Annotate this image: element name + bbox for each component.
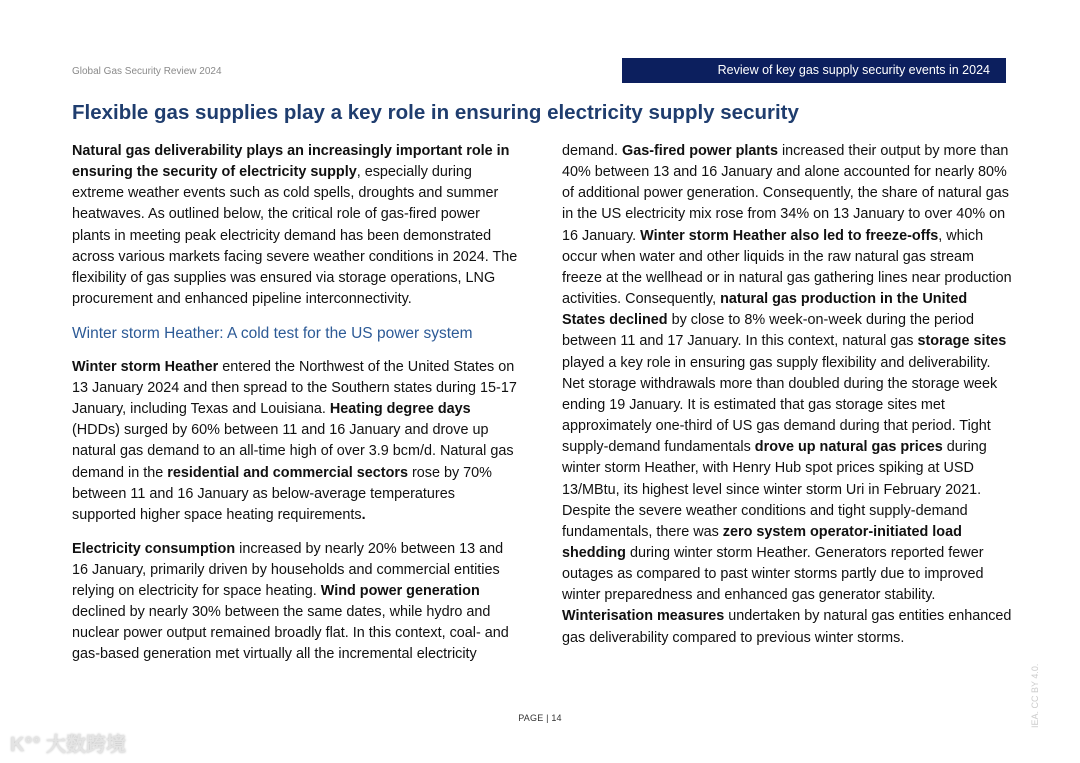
bold-text-run: Wind power generation [320,582,480,599]
license-note: IEA. CC BY 4.0. [1030,663,1040,728]
text-run: (HDDs) surged by 60% between 11 and 16 January and drove up natural gas demand to an all-time high of over 3.9 bcm/d. Natural gas demand in the [72,422,514,481]
text-run: during winter storm Heather, with Henry Hub spot prices spiking at USD 13/MBtu, its highest level since winter storm Uri in February 2021. Despite the severe weather conditions and tight supply-demand fundamentals, there was [562,439,987,540]
bold-text-run: Winterisation measures [562,608,725,625]
bold-text-run: . [361,506,366,523]
report-title: Global Gas Security Review 2024 [72,66,222,77]
storm-paragraph [72,357,520,526]
intro-paragraph [72,141,520,310]
text-run: rose by 70% between 11 and 16 January as below-average temperatures supported higher space heating requirements [72,464,492,523]
text-run: played a key role in ensuring gas supply flexibility and deliverability. Net storage withdrawals more than doubled during the storage week ending 19 January. It is estimated that gas storage sites met approximately one-third of US gas demand during that period. Tight supply-demand fundamentals [562,354,998,456]
text-run: , which occur when water and other liquids in the raw natural gas stream freeze at the wellhead or in natural gas gathering lines near production activities. Consequently, [562,227,1012,308]
bold-text-run: Heating degree days [329,401,471,418]
bold-text-run: zero system operator-initiated load shedding [562,523,962,561]
electricity-paragraph [72,539,520,666]
text-run: increased their output by more than 40% between 13 and 16 January and alone accounted for nearly 80% of additional power generation. Consequently, the share of natural gas in the US electricity mix rose from 34% on 13 January to over 40% on 16 January. [562,143,1009,244]
text-run: entered the Northwest of the United States on 13 January 2024 and then spread to the Southern states during 15-17 January, including Texas and Louisiana. [72,358,517,418]
section-banner: Review of key gas supply security events in 2024 [622,58,1006,83]
bold-text-run: Winter storm Heather also led to freeze-offs [640,227,939,244]
text-run: declined by nearly 30% between the same dates, while hydro and nuclear power output remained broadly flat. In this context, coal- and gas-based generation met virtually all the incremental electricity [72,603,509,663]
gas-power-paragraph [562,141,1012,649]
right-column [562,141,1012,661]
bold-text-run: residential and commercial sectors [167,464,408,481]
bold-text-run: storage sites [917,333,1007,350]
text-run: demand. [562,143,623,159]
watermark-text: 大数跨境 [46,734,126,756]
bold-text-run: Electricity consumption [72,540,236,557]
bold-text-run: Gas-fired power plants [622,143,778,159]
bold-text-run: natural gas production in the United States declined [562,291,968,329]
text-run: undertaken by natural gas entities enhanced gas deliverability compared to previous winter storms. [562,608,1012,646]
text-run: increased by nearly 20% between 13 and 16 January, primarily driven by households and commercial entities relying on electricity for space heating. [72,540,504,599]
page-title: Flexible gas supplies play a key role in ensuring electricity supply security [72,101,799,124]
bold-text-run: Natural gas deliverability plays an increasingly important role in ensuring the security of electricity supply [72,143,510,181]
text-run: , especially during extreme weather events such as cold spells, droughts and summer heatwaves. As outlined below, the critical role of gas-fired power plants in meeting peak electricity demand has been demonstrated across various markets facing severe weather conditions in 2024. The flexibility of gas supplies was ensured via storage operations, LNG procurement and enhanced pipeline interconnectivity. [72,164,518,308]
page-number: PAGE | 14 [518,713,562,723]
text-run: during winter storm Heather. Generators reported fewer outages as compared to past winter storms partly due to improved winter preparedness and enhanced gas generator stability. [562,544,984,604]
left-column [72,141,520,678]
bold-text-run: Winter storm Heather [72,358,219,375]
watermark-logo: K°° 大数跨境 [10,734,126,756]
text-run: by close to 8% week-on-week during the period between 11 and 17 January. In this context, natural gas [562,312,974,350]
bold-text-run: drove up natural gas prices [754,439,943,456]
section-subheading: Winter storm Heather: A cold test for the US power system [72,324,473,342]
